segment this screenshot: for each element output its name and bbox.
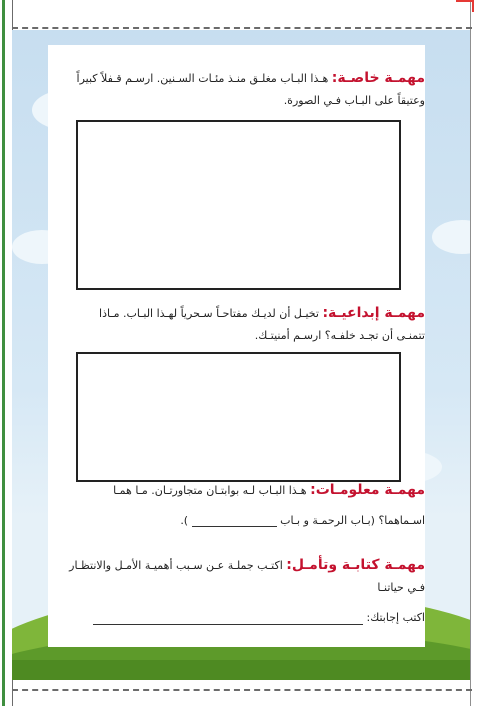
task-creative [65,302,425,347]
task-text: تتمنـى أن تجـد خلفـه؟ ارسـم أمنيتـك. [254,329,425,342]
answer-label: اكتب إجابتك: [366,611,425,624]
left-margin-line [2,0,5,706]
task-title: مهمـة معلومـات: [310,482,425,498]
cloud [432,220,470,254]
task-information [65,479,425,532]
task-title: مهمـة كتابـة وتأمـل: [286,557,425,573]
answer-blank[interactable] [192,516,277,527]
task-title: مهمـة خاصـة: [331,70,425,86]
task-text: ). [180,514,189,527]
task-text: اسـماهما؟ (بـاب الرحمـة و بـاب [280,514,425,527]
task-writing [65,554,425,629]
task-text: وعتيقاً على البـاب فـي الصورة. [283,94,425,107]
task-title: مهمـة إبداعيـة: [322,305,425,321]
corner-mark [456,0,474,12]
drawing-box[interactable] [76,352,401,482]
task-special [65,67,425,112]
top-dashed-border [12,27,472,29]
task-text: هـذا البـاب لـه بوابتـان متجاورتـان. مـا همـا [113,484,307,497]
task-text: تخيـل أن لديـك مفتاحـاً سـحرياً لهـذا البـاب. مـاذا [99,307,319,320]
right-border-line [470,0,471,706]
task-text: هـذا البـاب مغلـق منـذ مئـات السـنين. ارسـم قـفلاً كبيراً [76,72,329,85]
answer-line[interactable] [93,612,363,625]
bottom-dashed-border [12,689,472,691]
task-text: اكتـب جملـة عـن سـبب أهميـة الأمـل والانتظـار [69,559,283,572]
worksheet-panel [48,45,425,647]
task-text: فـي حياتنـا [377,581,425,594]
drawing-box[interactable] [76,120,401,290]
ground [12,660,470,680]
